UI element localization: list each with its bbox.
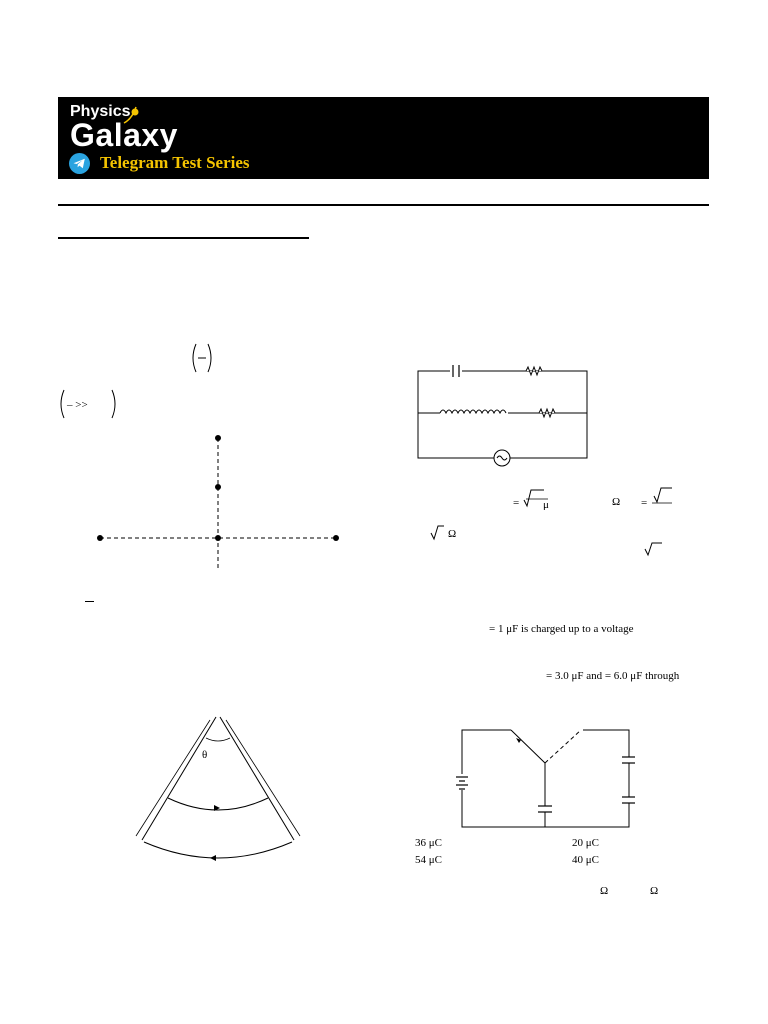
option-c: 54 μC: [415, 854, 442, 866]
omega-symbol: Ω: [612, 496, 621, 508]
sqrt-omega-expression: [430, 524, 464, 542]
telegram-test-series-title: Telegram Test Series: [100, 153, 250, 172]
approx-text: – >>: [67, 399, 88, 411]
sqrt-mark: [644, 541, 664, 557]
logo-physics-text: Physics: [70, 103, 131, 120]
option-b: 20 μC: [572, 837, 599, 849]
sqrt-mu-expression: [512, 486, 554, 510]
ac-circuit-figure: [414, 364, 592, 468]
charge-point: [97, 535, 103, 541]
svg-text:=: =: [641, 497, 648, 509]
svg-text:μ: μ: [543, 499, 549, 510]
charge-point: [333, 535, 339, 541]
charge-point: [215, 535, 221, 541]
charge-arrangement-figure: [90, 428, 350, 573]
charge-point: [215, 435, 221, 441]
header-rule: [58, 204, 709, 206]
approx-expression: [56, 388, 124, 420]
capacitor-charge-text: = 1 μF is charged up to a voltage: [489, 623, 634, 635]
sqrt-fraction-expression: [640, 486, 674, 510]
fraction-bar: [85, 601, 94, 602]
header-banner: [58, 97, 709, 179]
option-a: 36 μC: [415, 837, 442, 849]
omega-symbol: Ω: [650, 885, 659, 897]
telegram-icon: [69, 153, 90, 174]
charge-point: [215, 484, 221, 490]
capacitor-values-text: = 3.0 μF and = 6.0 μF through: [546, 670, 680, 682]
theta-label: θ: [202, 749, 208, 761]
option-d: 40 μC: [572, 854, 599, 866]
section-underline: [58, 237, 309, 239]
capacitor-switch-circuit: [455, 724, 635, 832]
svg-text:=: =: [513, 497, 520, 509]
omega-symbol: Ω: [600, 885, 609, 897]
sector-loop-figure: [132, 712, 304, 862]
svg-text:Ω: Ω: [448, 528, 457, 540]
logo-galaxy-text: Galaxy: [70, 117, 178, 153]
bracket-expression: [188, 342, 216, 374]
